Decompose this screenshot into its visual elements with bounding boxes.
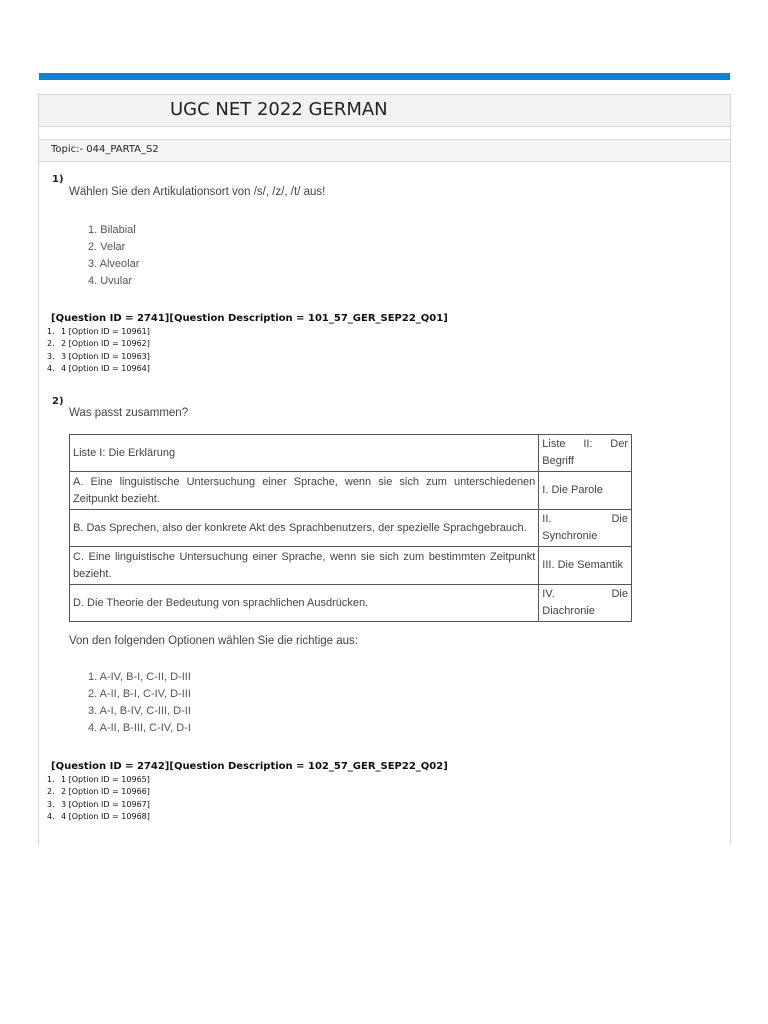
table-cell: IV. Die Diachronie bbox=[539, 585, 632, 622]
question-1-number: 1) bbox=[52, 174, 64, 185]
question-2-option: 1. A-IV, B-I, C-II, D-III bbox=[88, 671, 191, 683]
question-1-option: 3. Alveolar bbox=[88, 258, 140, 270]
question-1-options bbox=[88, 222, 139, 290]
table-cell: I. Die Parole bbox=[539, 472, 632, 510]
question-1-option: 4. Uvular bbox=[88, 275, 133, 287]
table-row bbox=[70, 585, 632, 622]
option-id-item: 4. 4 [Option ID = 10964] bbox=[47, 363, 150, 373]
question-2-instruction: Von den folgenden Optionen wählen Sie die richtige aus: bbox=[69, 635, 358, 647]
table-row bbox=[70, 510, 632, 547]
table-header-row bbox=[70, 435, 632, 472]
option-id-item: 1. 1 [Option ID = 10961] bbox=[47, 327, 150, 336]
question-2-text: Was passt zusammen? bbox=[69, 407, 189, 419]
table-cell: B. Das Sprechen, also der konkrete Akt des Sprachbenutzers, der spezielle Sprachgebrauch. bbox=[70, 510, 539, 547]
table-cell: III. Die Semantik bbox=[539, 547, 632, 585]
title-row bbox=[39, 95, 730, 127]
page-title: UGC NET 2022 GERMAN bbox=[170, 99, 388, 120]
table-row bbox=[70, 472, 632, 510]
question-1-text: Wählen Sie den Artikulationsort von /s/, /z/, /t/ aus! bbox=[69, 186, 326, 198]
question-2-option: 3. A-I, B-IV, C-III, D-II bbox=[88, 705, 191, 717]
table-cell: A. Eine linguistische Untersuchung einer Sprache, wenn sie sich zum unterschiedenen Zeitpunkt bezieht. bbox=[70, 472, 539, 510]
table-header-cell: Liste II: Der Begriff bbox=[539, 435, 632, 472]
spacer-row bbox=[39, 127, 730, 140]
question-2-option: 4. A-II, B-III, C-IV, D-I bbox=[88, 722, 191, 734]
table-header-cell: Liste I: Die Erklärung bbox=[70, 435, 539, 472]
option-id-item: 1. 1 [Option ID = 10965] bbox=[47, 775, 150, 784]
question-1-option-ids bbox=[47, 326, 150, 375]
question-2-option-ids bbox=[47, 774, 150, 823]
topic-label: Topic:- 044_PARTA_S2 bbox=[51, 144, 159, 155]
question-2-option: 2. A-II, B-I, C-IV, D-III bbox=[88, 688, 191, 700]
question-1-option: 1. Bilabial bbox=[88, 224, 136, 236]
option-id-item: 3. 3 [Option ID = 10967] bbox=[47, 799, 150, 809]
table-cell: D. Die Theorie der Bedeutung von sprachlichen Ausdrücken. bbox=[70, 585, 539, 622]
topic-row bbox=[39, 140, 730, 162]
match-table bbox=[69, 434, 632, 622]
table-cell: C. Eine linguistische Untersuchung einer Sprache, wenn sie sich zum bestimmten Zeitpunkt bezieht. bbox=[70, 547, 539, 585]
option-id-item: 2. 2 [Option ID = 10966] bbox=[47, 787, 150, 797]
question-2-meta: [Question ID = 2742][Question Description = 102_57_GER_SEP22_Q02] bbox=[51, 761, 448, 772]
table-row bbox=[70, 547, 632, 585]
question-2-number: 2) bbox=[52, 396, 64, 407]
option-id-item: 2. 2 [Option ID = 10962] bbox=[47, 339, 150, 349]
option-id-item: 4. 4 [Option ID = 10968] bbox=[47, 811, 150, 821]
question-1-option: 2. Velar bbox=[88, 241, 126, 253]
question-2-options bbox=[88, 669, 191, 737]
option-id-item: 3. 3 [Option ID = 10963] bbox=[47, 351, 150, 361]
question-1-meta: [Question ID = 2741][Question Description = 101_57_GER_SEP22_Q01] bbox=[51, 313, 448, 324]
table-cell: II. Die Synchronie bbox=[539, 510, 632, 547]
accent-bar bbox=[39, 73, 730, 80]
